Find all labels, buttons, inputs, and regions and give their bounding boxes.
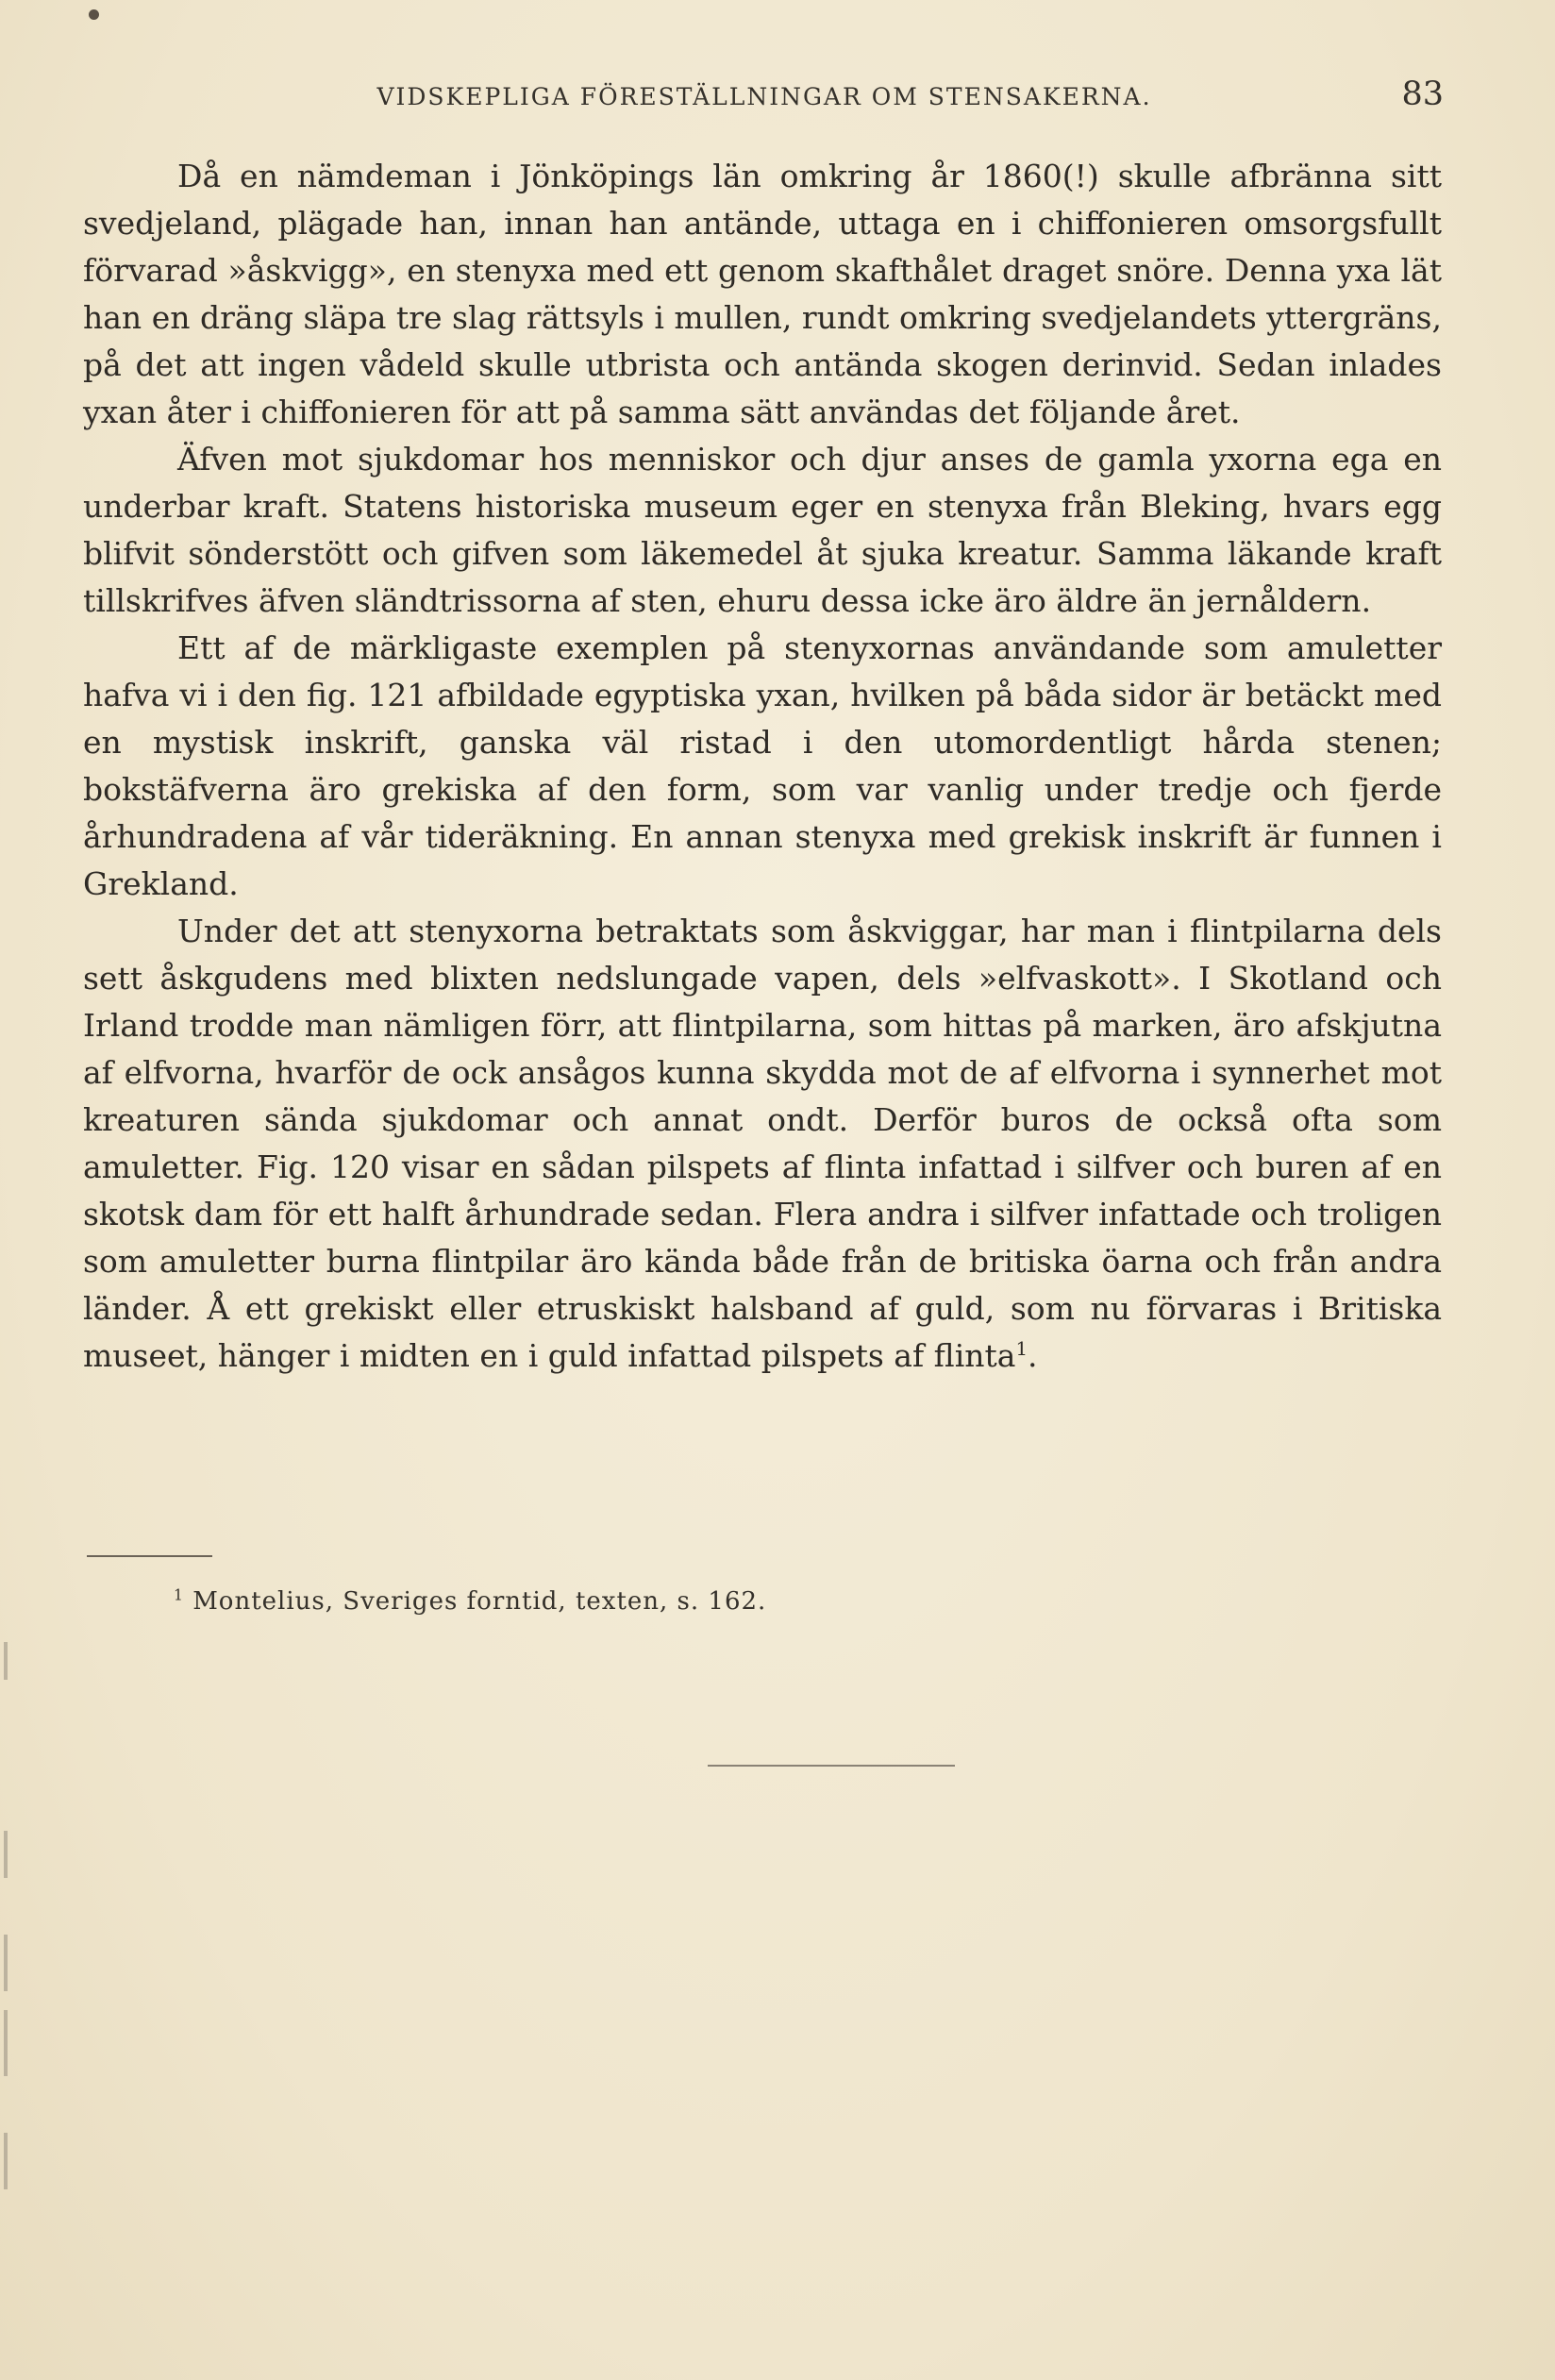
final-period: . [1028,1337,1038,1374]
margin-artifact [4,1831,8,1878]
page-number: 83 [1401,75,1444,113]
paragraph: Äfven mot sjukdomar hos menniskor och djur anses de gamla yxorna ega en underbar kraft. Statens historiska museum eger en stenyxa från Bleking, hvars egg blifvit sönderstött och gifven som läkemedel åt sjuka kreatur. Samma läkande kraft tillskrifves äfven sländtrissorna af sten, ehuru dessa icke äro äldre än jernåldern. [83,441,1442,619]
footnote-text: Montelius, Sveriges forntid, texten, s. 162. [192,1587,767,1616]
footnote-reference: 1 [1015,1338,1028,1360]
margin-artifact [4,1642,8,1680]
running-header: VIDSKEPLIGA FÖRESTÄLLNINGAR OM STENSAKERNA. [376,83,1152,110]
bottom-rule [708,1765,955,1767]
paragraph-text: Under det att stenyxorna betraktats som åskviggar, har man i flintpilarna dels sett åskgudens med blixten nedslungade vapen, dels »elfvaskott». I Skotland och Irland trodde man nämligen förr, att flintpilarna, som hittas på marken, äro afskjutna af elfvorna, hvarför de ock ansågos kunna skydda mot de af elfvorna i synnerhet mot kreaturen sända sjukdomar och annat ondt. Derför buros de också ofta som amuletter. Fig. 120 visar en sådan pilspets af flinta infattad i silfver och buren af en skotsk dam för ett halft århundrade sedan. Flera andra i silfver infattade och troligen som amuletter burna flintpilar äro kända både från de britiska öarna och från andra länder. Å ett grekiskt eller etruskiskt halsband af guld, som nu förvaras i Britiska museet, hänger i midten en i guld infattad pilspets af flinta [83,913,1442,1374]
margin-artifact [4,2133,8,2189]
footnote [174,1587,1306,1616]
margin-artifact [4,2010,8,2076]
paragraph: Då en nämdeman i Jönköpings län omkring år 1860(!) skulle afbränna sitt svedjeland, plägade han, innan han antände, uttaga en i chiffonieren omsorgsfullt förvarad »åskvigg», en stenyxa med ett genom skafthålet draget snöre. Denna yxa lät han en dräng släpa tre slag rättsyls i mullen, rundt omkring svedjelandets yttergräns, på det att ingen vådeld skulle utbrista och antända skogen derinvid. Sedan inlades yxan åter i chiffonieren för att på samma sätt användas det följande året. [83,158,1442,430]
paragraph-last [83,908,1442,1380]
footnote-marker: 1 [174,1586,184,1604]
margin-artifact [4,1935,8,1991]
ink-dot [89,9,99,20]
paragraph: Ett af de märkligaste exemplen på stenyxornas användande som amuletter hafva vi i den fig. 121 afbildade egyptiska yxan, hvilken på båda sidor är betäckt med en mystisk inskrift, ganska väl ristad i den utomordentligt hårda stenen; bokstäfverna äro grekiska af den form, som var vanlig under tredje och fjerde århundradena af vår tideräkning. En annan stenyxa med grekisk inskrift är funnen i Grekland. [83,629,1442,902]
body-text [83,153,1442,1380]
footnote-separator [87,1555,212,1557]
